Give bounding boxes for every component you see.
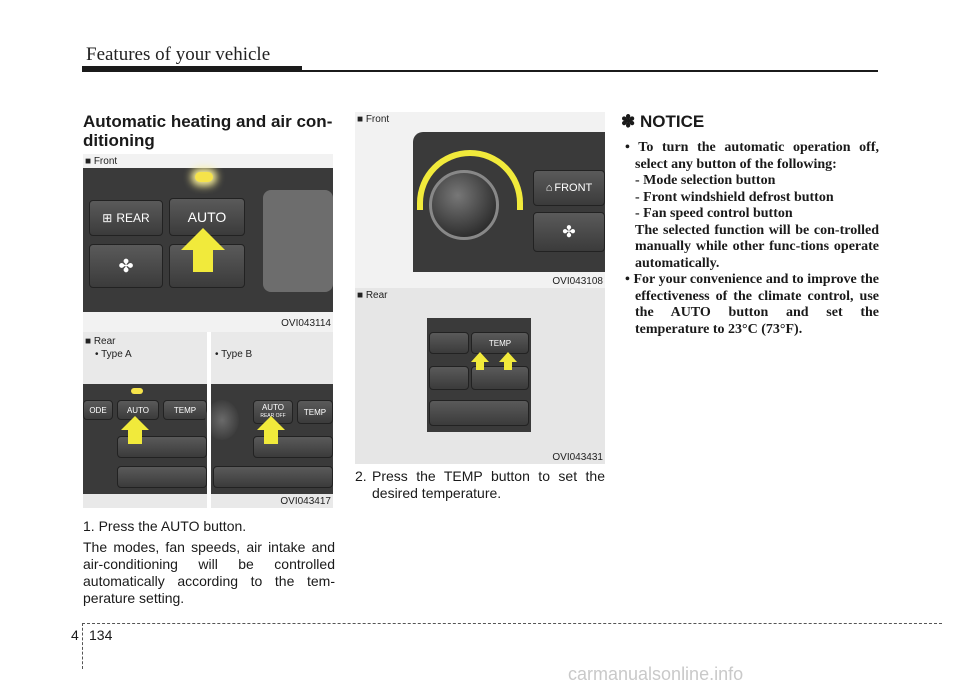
notice-subitem: The selected function will be con-trolled manually while other func-tions operate automatically. (635, 222, 879, 271)
footer-divider (82, 623, 83, 669)
arrow-stem (128, 430, 142, 444)
figure-front-auto (83, 154, 333, 332)
blank-button (213, 466, 333, 488)
figure-code: OVI043431 (552, 452, 603, 463)
type-b-label: • Type B (215, 349, 253, 360)
blank-button (429, 400, 529, 426)
notice-subitem: - Front windshield defrost button (635, 189, 834, 205)
arrow-stem (476, 362, 484, 370)
section-heading: Automatic heating and air con-ditioning (83, 112, 333, 150)
figure-code: OVI043108 (552, 276, 603, 287)
temp-button-type-b: TEMP (297, 400, 333, 424)
fan-button (89, 244, 163, 288)
auto-button: AUTO (169, 198, 245, 236)
notice-title: ✽ NOTICE (621, 112, 705, 131)
up-arrow-icon (499, 352, 517, 362)
blank-button (117, 466, 207, 488)
arrow-stem (193, 250, 213, 272)
fan-icon: ✤ (562, 224, 576, 241)
auto-button-type-a: AUTO (117, 400, 159, 420)
notice-subitem: - Mode selection button (635, 173, 776, 188)
page-header-title: Features of your vehicle (86, 44, 271, 65)
footer-rule (82, 623, 942, 624)
up-arrow-icon (121, 416, 149, 430)
blank-button (429, 366, 469, 390)
display-screen (263, 190, 333, 292)
figure-code: OVI043417 (280, 496, 331, 507)
notice-item: • To turn the automatic operation off, select any button of the following: (625, 140, 879, 172)
figure-rear-temp (355, 288, 605, 464)
auto-button-type-b: AUTO REAR OFF (253, 400, 293, 424)
type-a-label: • Type A (95, 349, 132, 360)
notice-list (621, 140, 879, 338)
defrost-icon: ⌂ (545, 182, 553, 194)
temp-button: TEMP (471, 332, 529, 354)
indicator-light (195, 172, 213, 182)
step-1: 1. Press the AUTO button. (83, 518, 247, 534)
front-defrost-button: ⌂ FRONT (533, 170, 605, 206)
rear-defrost-button: ⊞ REAR (89, 200, 163, 236)
notice-item: • For your convenience and to improve the effectiveness of the climate control, use the AUTO button and set the temperature to 23°C (73°F). (625, 272, 879, 337)
arrow-stem (504, 362, 512, 370)
fan-button (533, 212, 605, 252)
step-2: Press the TEMP button to set the desired temperature. (372, 468, 605, 501)
figure-front-temp (355, 112, 605, 288)
type-divider (207, 332, 211, 508)
up-arrow-icon (257, 416, 285, 430)
figure-code: OVI043114 (281, 318, 331, 329)
arrow-stem (264, 430, 278, 444)
watermark: carmanualsonline.info (568, 664, 744, 684)
mode-button: ODE (83, 400, 113, 420)
figure-label: ■ Rear (357, 290, 388, 301)
defrost-icon: ⊞ (102, 211, 113, 225)
indicator-light (131, 388, 143, 394)
temp-button-type-a: TEMP (163, 400, 207, 420)
figure-label: ■ Rear (85, 336, 116, 347)
header-rule (82, 70, 878, 72)
figure-label: ■ Front (85, 156, 118, 167)
step-1-description: The modes, fan speeds, air intake and air-conditioning will be controlled automatically according to the tem-perature setting. (83, 539, 335, 606)
page-number: 134 (89, 627, 113, 643)
fan-icon: ✤ (118, 255, 134, 276)
chapter-number: 4 (71, 627, 79, 643)
step-2-number: 2. (355, 468, 367, 484)
notice-subitem: - Fan speed control button (635, 206, 793, 221)
up-arrow-icon (181, 228, 225, 250)
figure-rear-auto (83, 332, 333, 508)
blank-button (429, 332, 469, 354)
figure-label: ■ Front (357, 114, 390, 125)
up-arrow-icon (471, 352, 489, 362)
